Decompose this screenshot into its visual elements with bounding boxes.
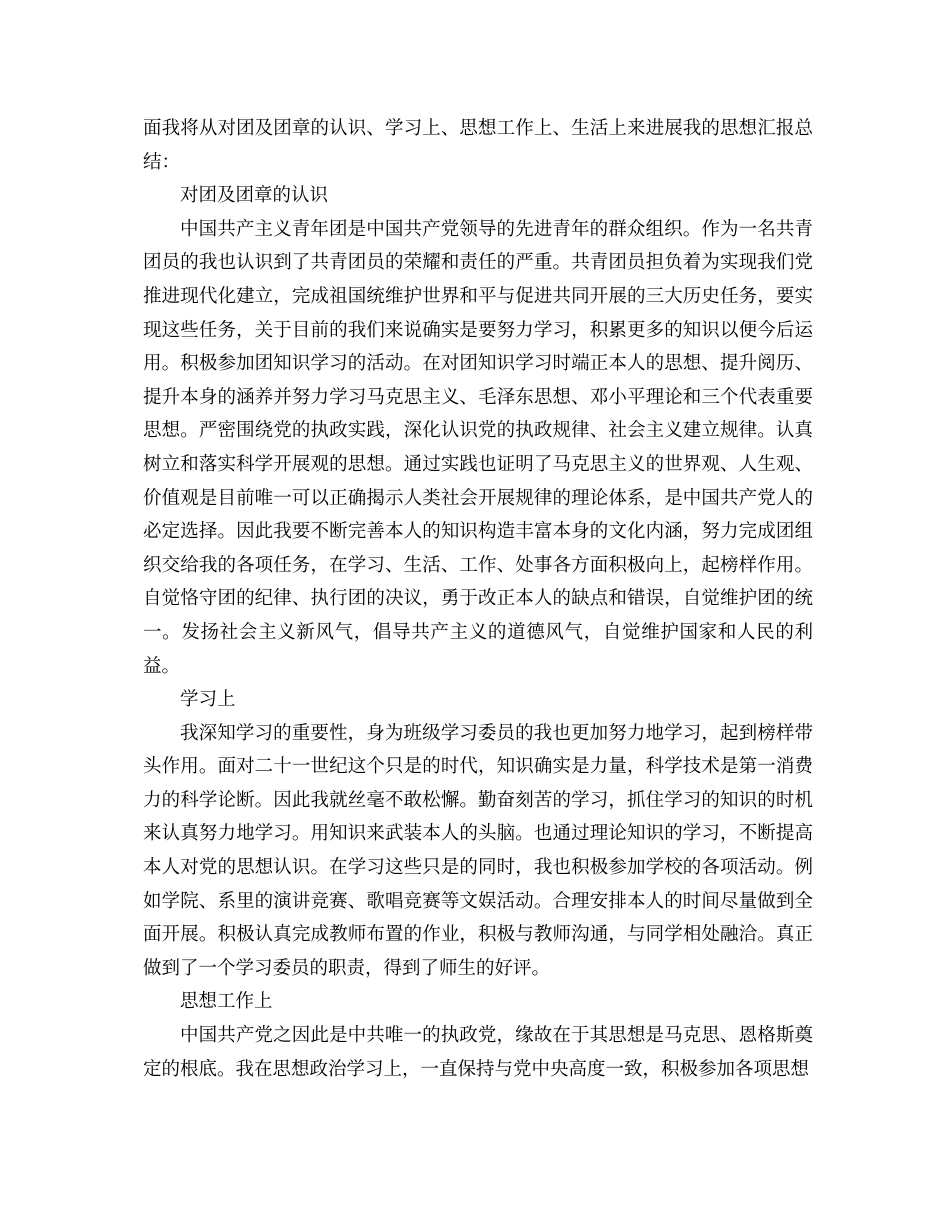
paragraph-study: 我深知学习的重要性，身为班级学习委员的我也更加努力地学习，起到榜样带头作用。面对二十一世纪这个只是的时代，知识确实是力量，科学技术是第一消费力的科学论断。因此我就丝毫不敢松懈。勤奋刻苦的学习，抓住学习的知识的时机来认真努力地学习。用知识来武装本人的头脑。也通过理论知识的学习，不断提高本人对党的思想认识。在学习这些只是的同时，我也积极参加学校的各项活动。例如学院、系里的演讲竞赛、歌唱竞赛等文娱活动。合理安排本人的时间尽量做到全面开展。积极认真完成教师布置的作业，积极与教师沟通，与同学相处融洽。真正做到了一个学习委员的职责，得到了师生的好评。 — [143, 722, 813, 979]
paragraph-tuan: 中国共产主义青年团是中国共产党领导的先进青年的群众组织。作为一名共青团员的我也认识到了共青团员的荣耀和责任的严重。共青团员担负着为实现我们党推进现代化建立，完成祖国统维护世界和平与促进共同开展的三大历史任务，要实现这些任务，关于目前的我们来说确实是要努力学习，积累更多的知识以便今后运用。积极参加团知识学习的活动。在对团知识学习时端正本人的思想、提升阅历、提升本身的涵养并努力学习马克思主义、毛泽东思想、邓小平理论和三个代表重要思想。严密围绕党的执政实践，深化认识党的执政规律、社会主义建立规律。认真树立和落实科学开展观的思想。通过实践也证明了马克思主义的世界观、人生观、价值观是目前唯一可以正确揭示人类社会开展规律的理论体系，是中国共产党人的必定选择。因此我要不断完善本人的知识构造丰富本身的文化内涵，努力完成团组织交给我的各项任务，在学习、生活、工作、处事各方面积极向上，起榜样作用。自觉恪守团的纪律、执行团的决议，勇于改正本人的缺点和错误，自觉维护团的统一。发扬社会主义新风气，倡导共产主义的道德风气，自觉维护国家和人民的利益。 — [143, 218, 813, 677]
section-heading-tuan: 对团及团章的认识 — [180, 185, 329, 207]
section-heading-study: 学习上 — [180, 689, 236, 711]
intro-paragraph: 面我将从对团及团章的认识、学习上、思想工作上、生活上来进展我的思想汇报总结： — [143, 118, 813, 173]
document-body — [143, 112, 813, 1086]
section-heading-thought: 思想工作上 — [180, 991, 273, 1013]
paragraph-thought: 中国共产党之因此是中共唯一的执政党，缘故在于其思想是马克思、恩格斯奠定的根底。我在思想政治学习上，一直保持与党中央高度一致，积极参加各项思想 — [143, 1025, 813, 1080]
